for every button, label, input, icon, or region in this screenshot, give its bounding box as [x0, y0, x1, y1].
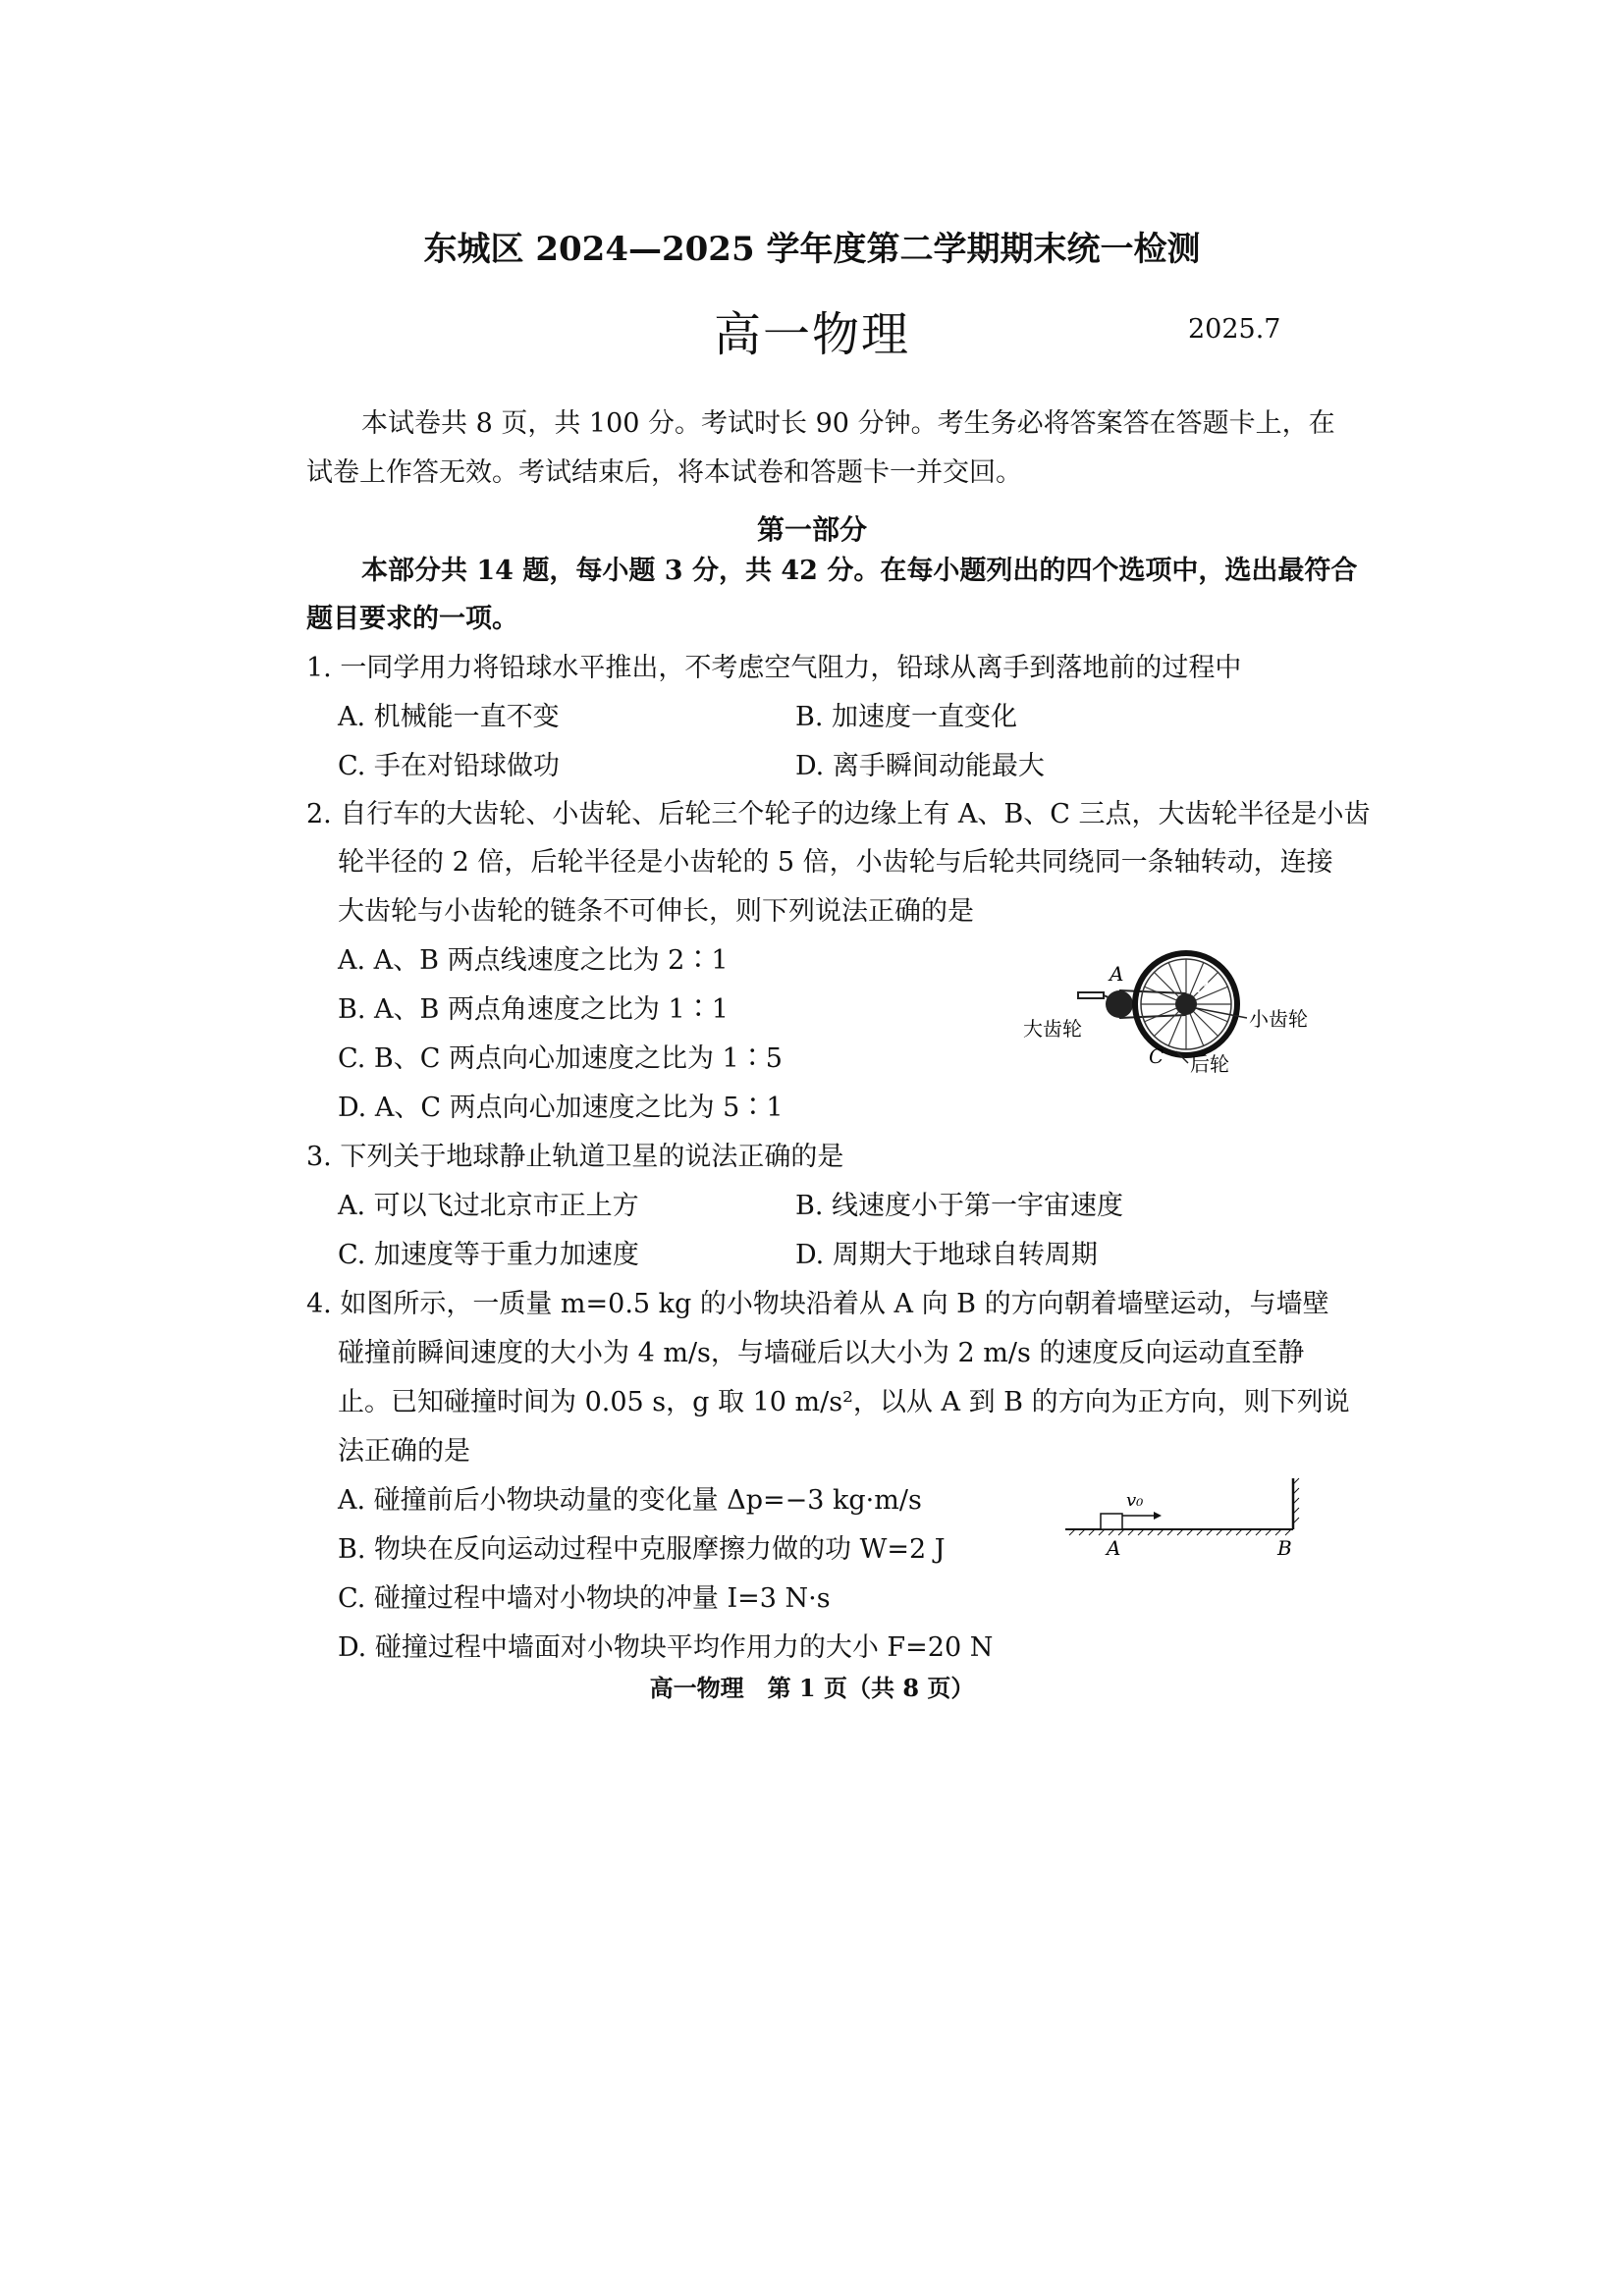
- q4-option-d: D. 碰撞过程中墙面对小物块平均作用力的大小 F=20 N: [338, 1632, 994, 1663]
- q1-option-d: D. 离手瞬间动能最大: [795, 751, 1045, 781]
- block-wall-figure: [1056, 1472, 1311, 1566]
- q2-option-c: C. B、C 两点向心加速度之比为 1∶5: [338, 1043, 783, 1074]
- q1-option-c: C. 手在对铅球做功: [338, 751, 560, 781]
- q3-option-a: A. 可以飞过北京市正上方: [338, 1191, 639, 1221]
- q1-option-b: B. 加速度一直变化: [795, 702, 1018, 732]
- q3-stem: 3. 下列关于地球静止轨道卫星的说法正确的是: [306, 1142, 844, 1172]
- q4-option-c: C. 碰撞过程中墙对小物块的冲量 I=3 N·s: [338, 1583, 831, 1614]
- small-gear-label: 小齿轮: [1249, 1007, 1308, 1031]
- q4-option-a: A. 碰撞前后小物块动量的变化量 Δp=−3 kg·m/s: [338, 1485, 922, 1516]
- q4-stem-line-1: 4. 如图所示，一质量 m=0.5 kg 的小物块沿着从 A 向 B 的方向朝着墙壁运动，与墙壁: [306, 1289, 1329, 1319]
- v0-label: v₀: [1126, 1490, 1144, 1511]
- q4-option-b: B. 物块在反向运动过程中克服摩擦力做的功 W=2 J: [338, 1534, 946, 1565]
- q2-option-d: D. A、C 两点向心加速度之比为 5∶1: [338, 1093, 784, 1123]
- q3-option-d: D. 周期大于地球自转周期: [795, 1240, 1098, 1270]
- part-intro-line-2: 题目要求的一项。: [306, 604, 518, 634]
- q2-option-b: B. A、B 两点角速度之比为 1∶1: [338, 994, 729, 1025]
- q1-stem: 1. 一同学用力将铅球水平推出，不考虑空气阻力，铅球从离手到落地前的过程中: [306, 653, 1242, 683]
- part-heading: 第一部分: [756, 513, 867, 546]
- point-a-label: A: [1110, 962, 1124, 986]
- rear-wheel-label: 后轮: [1190, 1052, 1229, 1075]
- q2-option-a: A. A、B 两点线速度之比为 2∶1: [338, 945, 729, 976]
- q4-stem-line-4: 法正确的是: [338, 1436, 470, 1467]
- instructions-line-1: 本试卷共 8 页，共 100 分。考试时长 90 分钟。考生务必将答案答在答题卡上，在: [361, 408, 1335, 439]
- big-gear-shape: [1106, 990, 1133, 1018]
- part-intro-line-1: 本部分共 14 题，每小题 3 分，共 42 分。在每小题列出的四个选项中，选出最符合: [361, 556, 1358, 586]
- q3-option-c: C. 加速度等于重力加速度: [338, 1240, 639, 1270]
- q1-option-a: A. 机械能一直不变: [338, 702, 560, 732]
- exam-date: 2025.7: [1188, 314, 1281, 345]
- small-block: [1101, 1514, 1122, 1529]
- bicycle-gear-figure: [1011, 937, 1316, 1075]
- exam-title: 东城区 2024—2025 学年度第二学期期末统一检测: [423, 230, 1201, 269]
- q2-stem-line-2: 轮半径的 2 倍，后轮半径是小齿轮的 5 倍，小齿轮与后轮共同绕同一条轴转动，连接: [338, 847, 1333, 878]
- big-gear-label: 大齿轮: [1023, 1017, 1082, 1041]
- q4-stem-line-2: 碰撞前瞬间速度的大小为 4 m/s，与墙碰后以大小为 2 m/s 的速度反向运动直至静: [338, 1338, 1305, 1368]
- point-a-label: A: [1107, 1536, 1121, 1560]
- subject-title: 高一物理: [713, 307, 910, 362]
- small-gear-shape: [1175, 993, 1197, 1015]
- point-b-label: B: [1277, 1536, 1292, 1560]
- page-footer: 高一物理 第 1 页（共 8 页）: [649, 1674, 975, 1702]
- point-c-label: C: [1149, 1044, 1164, 1068]
- point-b-label: B: [1196, 977, 1210, 997]
- q2-stem-line-1: 2. 自行车的大齿轮、小齿轮、后轮三个轮子的边缘上有 A、B、C 三点，大齿轮半径是小齿: [306, 799, 1371, 829]
- q3-option-b: B. 线速度小于第一宇宙速度: [795, 1191, 1124, 1221]
- q2-stem-line-3: 大齿轮与小齿轮的链条不可伸长，则下列说法正确的是: [338, 896, 974, 927]
- instructions-line-2: 试卷上作答无效。考试结束后，将本试卷和答题卡一并交回。: [306, 457, 1022, 488]
- q4-stem-line-3: 止。已知碰撞时间为 0.05 s，g 取 10 m/s²，以从 A 到 B 的方向为正方向，则下列说: [338, 1387, 1350, 1417]
